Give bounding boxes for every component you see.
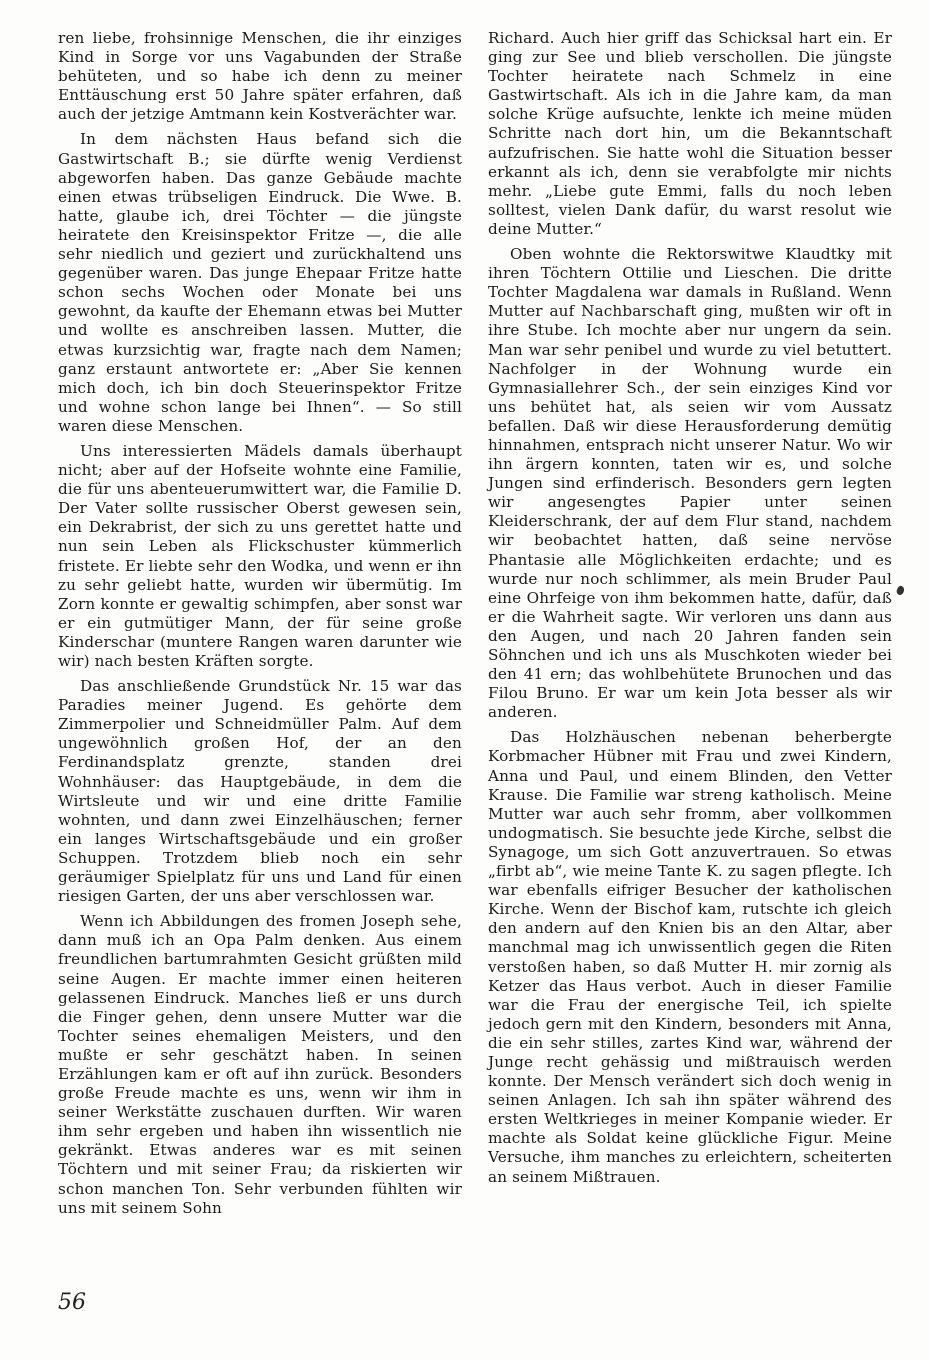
paragraph: Richard. Auch hier griff das Schicksal hart ein. Er ging zur See und blieb verschollen. Die jüngste Tochter heiratete nach Schmelz in eine Gastwirtschaft. Als ich in die Jahre kam, da man solche Krüge aufsuchte, lenkte ich meine müden Schritte nach dort hin, um die Bekanntschaft aufzufrischen. Sie hatte wohl die Situation besser erkannt als ich, denn sie verabfolgte mir nichts mehr. „Liebe gute Emmi, falls du noch leben solltest, vielen Dank dafür, du warst resolut wie deine Mutter.“: [488, 29, 892, 238]
page-number: 56: [58, 1290, 86, 1315]
ink-speck: [895, 585, 905, 596]
paragraph: Das anschließende Grundstück Nr. 15 war das Paradies meiner Jugend. Es gehörte dem Zimmerpolier und Schneidmüller Palm. Auf dem ungewöhnlich großen Hof, der an den Ferdinandsplatz grenzte, standen drei Wohnhäuser: das Hauptgebäude, in dem die Wirtsleute und wir und eine dritte Familie wohnten, und dann zwei Einzelhäuschen; ferner ein langes Wirtschaftsgebäude und ein großer Schuppen. Trotzdem blieb noch ein sehr geräumiger Spielplatz für uns und Land für einen riesigen Garten, der uns aber verschlossen war.: [58, 677, 462, 906]
paragraph: Uns interessierten Mädels damals überhaupt nicht; aber auf der Hofseite wohnte eine Familie, die für uns abenteuerumwittert war, die Familie D. Der Vater sollte russischer Oberst gewesen sein, ein Dekrabrist, der sich zu uns gerettet hatte und nun sein Leben als Flickschuster kümmerlich fristete. Er liebte sehr den Wodka, und wenn er ihn zu sehr geliebt hatte, wurden wir übermütig. Im Zorn konnte er gewaltig schimpfen, aber sonst war er ein gutmütiger Mann, der für seine große Kinderschar (muntere Rangen waren darunter wie wir) nach besten Kräften sorgte.: [58, 441, 462, 670]
paragraph: Wenn ich Abbildungen des fromen Joseph sehe, dann muß ich an Opa Palm denken. Aus einem freundlichen bartumrahmten Gesicht grüßten mild seine Augen. Er machte immer einen heiteren gelassenen Eindruck. Manches ließ er uns durch die Finger gehen, denn unsere Mutter war die Tochter seines ehemaligen Meisters, und den mußte er sehr geschätzt haben. In seinen Erzählungen kam er oft auf ihn zurück. Besonders große Freude machte es uns, wenn wir ihm in seiner Werkstätte zuschauen durften. Wir waren ihm sehr ergeben und haben ihn wissentlich nie gekränkt. Etwas anderes war es mit seinen Töchtern und mit seiner Frau; da riskierten wir schon manchen Ton. Sehr verbunden fühlten wir uns mit seinem Sohn: [58, 912, 462, 1217]
paragraph: Oben wohnte die Rektorswitwe Klaudtky mit ihren Töchtern Ottilie und Lieschen. Die dritte Tochter Magdalena war damals in Rußland. Wenn Mutter auf Nachbarschaft ging, mußten wir oft in ihre Stube. Ich mochte aber nur ungern da sein. Man war sehr penibel und wurde zu viel betuttert. Nachfolger in der Wohnung wurde ein Gymnasiallehrer Sch., der sein einziges Kind vor uns behütet hat, als seien wir vom Aussatz befallen. Daß wir diese Herausforderung demütig hinnahmen, entsprach nicht unserer Natur. Wo wir ihn ärgern konnten, taten wir es, und solche Jungen sind erfinderisch. Besonders gern legten wir angesengtes Papier unter seinen Kleiderschrank, der auf dem Flur stand, nachdem wir beobachtet hatten, daß seine nervöse Phantasie alle Möglichkeiten erdachte; und es wurde nur noch schlimmer, als mein Bruder Paul eine Ohrfeige von ihm bekommen hatte, dafür, daß er die Wahrheit sagte. Wir verloren uns dann aus den Augen, und nach 20 Jahren fanden sein Söhnchen und ich uns als Muschkoten wieder bei den 41 ern; das wohlbehütete Brunochen und das Filou Bruno. Er war um kein Jota besser als wir anderen.: [488, 245, 892, 722]
left-column: [58, 29, 462, 1218]
paragraph: In dem nächsten Haus befand sich die Gastwirtschaft B.; sie dürfte wenig Verdienst abgeworfen haben. Das ganze Gebäude machte einen etwas trübseligen Eindruck. Die Wwe. B. hatte, glaube ich, drei Töchter — die jüngste heiratete den Kreisinspektor Fritze —, die alle sehr niedlich und geziert und zurückhaltend uns gegenüber waren. Das junge Ehepaar Fritze hatte schon sechs Wochen oder Monate bei uns gewohnt, da kaufte der Ehemann etwas bei Mutter und wollte es anschreiben lassen. Mutter, die etwas kurzsichtig war, fragte nach dem Namen; ganz erstaunt antwortete er: „Aber Sie kennen mich doch, ich bin doch Steuerinspektor Fritze und wohne schon lange bei Ihnen“. — So still waren diese Menschen.: [58, 130, 462, 435]
right-column: [488, 29, 892, 1187]
paragraph: Das Holzhäuschen nebenan beherbergte Korbmacher Hübner mit Frau und zwei Kindern, Anna und Paul, und einem Blinden, den Vetter Krause. Die Familie war streng katholisch. Meine Mutter war auch sehr fromm, aber vollkommen undogmatisch. Sie besuchte jede Kirche, selbst die Synagoge, um sich Gott anzuvertrauen. So etwas „firbt ab“, wie meine Tante K. zu sagen pflegte. Ich war ebenfalls eifriger Besucher der katholischen Kirche. Wenn der Bischof kam, rutschte ich gleich den andern auf den Knien bis an den Altar, aber manchmal mag ich unwissentlich gegen die Riten verstoßen haben, so daß Mutter H. mir zornig als Ketzer das Haus verbot. Auch in dieser Familie war die Frau der energische Teil, ich spielte jedoch gern mit den Kindern, besonders mit Anna, die ein sehr stilles, zartes Kind war, während der Junge recht gehässig und mißtrauisch werden konnte. Der Mensch verändert sich doch wenig in seinen Anlagen. Ich sah ihn später während des ersten Weltkrieges in meiner Kompanie wieder. Er machte als Soldat keine glückliche Figur. Meine Versuche, ihm manches zu erleichtern, scheiterten an seinem Mißtrauen.: [488, 728, 892, 1186]
paragraph: ren liebe, frohsinnige Menschen, die ihr einziges Kind in Sorge vor uns Vagabunden der Straße behüteten, und so habe ich denn zu meiner Enttäuschung erst 50 Jahre später erfahren, daß auch der jetzige Amtmann kein Kostverächter war.: [58, 29, 462, 124]
